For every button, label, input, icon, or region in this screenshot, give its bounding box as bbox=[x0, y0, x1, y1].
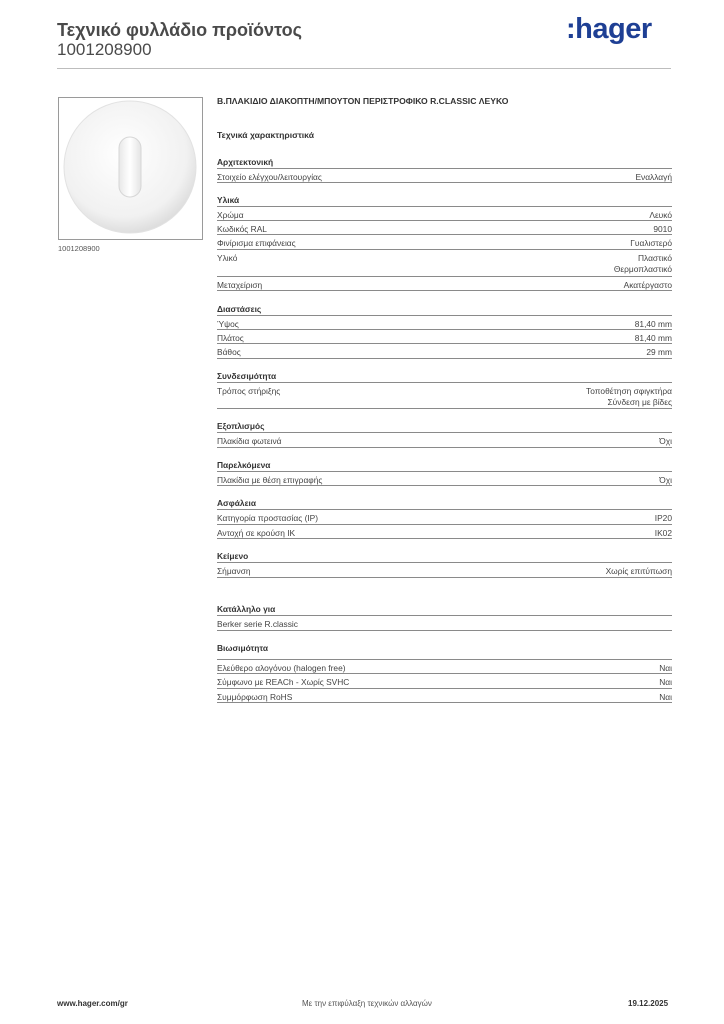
spec-value-line: Θερμοπλαστικό bbox=[613, 264, 672, 274]
spec-value: 9010 bbox=[653, 224, 672, 234]
footer-notice: Με την επιφύλαξη τεχνικών αλλαγών bbox=[302, 999, 432, 1008]
section-end-divider bbox=[217, 538, 672, 539]
section-title-equipment: Εξοπλισμός bbox=[217, 421, 265, 431]
spec-label: Κατηγορία προστασίας (IP) bbox=[217, 513, 319, 523]
section-title-architecture: Αρχιτεκτονική bbox=[217, 157, 274, 167]
product-name: Β.ΠΛΑΚΙΔΙΟ ΔΙΑΚΟΠΤΗ/ΜΠΟΥΤΟΝ ΠΕΡΙΣΤΡΟΦΙΚΟ R.CLASSIC ΛΕΥΚΟ bbox=[217, 96, 509, 106]
spec-label: Πλακίδια με θέση επιγραφής bbox=[217, 475, 323, 485]
spec-label: Μεταχείριση bbox=[217, 280, 263, 290]
spec-row bbox=[217, 220, 672, 235]
spec-row bbox=[217, 562, 672, 578]
section-title-accessories: Παρελκόμενα bbox=[217, 460, 271, 470]
product-image bbox=[58, 97, 203, 240]
spec-label: Σύμφωνο με REACh - Χωρίς SVHC bbox=[217, 677, 350, 687]
footer-date: 19.12.2025 bbox=[628, 999, 669, 1008]
spec-value-line: Σύνδεση με βίδες bbox=[607, 397, 672, 407]
spec-label: Φινίρισμα επιφάνειας bbox=[217, 238, 296, 248]
section-end-divider bbox=[217, 182, 672, 183]
spec-value-line: Τοποθέτηση σφιγκτήρα bbox=[586, 386, 672, 396]
spec-row bbox=[217, 343, 672, 359]
spec-label: Πλακίδια φωτεινά bbox=[217, 436, 282, 446]
hager-logo: :hager bbox=[566, 13, 652, 45]
spec-row bbox=[217, 432, 672, 448]
header-divider bbox=[57, 68, 671, 69]
section-end-divider bbox=[217, 702, 672, 703]
footer-website-link[interactable]: www.hager.com/gr bbox=[57, 999, 128, 1008]
spec-label: Αντοχή σε κρούση IK bbox=[217, 528, 296, 538]
spec-value: IK02 bbox=[654, 528, 672, 538]
spec-value: Ναι bbox=[659, 692, 672, 702]
section-title-connectivity: Συνδεσιμότητα bbox=[217, 371, 277, 381]
spec-row bbox=[217, 234, 672, 250]
spec-label: Σήμανση bbox=[217, 566, 251, 576]
image-caption: 1001208900 bbox=[58, 244, 100, 253]
spec-row bbox=[217, 168, 672, 183]
spec-row bbox=[217, 688, 672, 703]
spec-label: Κωδικός RAL bbox=[217, 224, 267, 234]
spec-label: Ελεύθερο αλογόνου (halogen free) bbox=[217, 663, 346, 673]
spec-label: Πλάτος bbox=[217, 333, 244, 343]
spec-value bbox=[614, 253, 672, 275]
section-end-divider bbox=[217, 358, 672, 359]
spec-value bbox=[586, 386, 672, 408]
section-end-divider bbox=[217, 485, 672, 486]
spec-row bbox=[217, 315, 672, 330]
spec-value: Ναι bbox=[659, 677, 672, 687]
spec-row bbox=[217, 276, 672, 291]
section-title-sustainability: Βιωσιμότητα bbox=[217, 643, 269, 653]
section-end-divider bbox=[217, 290, 672, 291]
spec-row bbox=[217, 382, 672, 409]
spec-row bbox=[217, 615, 672, 631]
spec-value: Ναι bbox=[659, 663, 672, 673]
section-end-divider bbox=[217, 408, 672, 409]
spec-label: Βάθος bbox=[217, 347, 241, 357]
spec-row bbox=[217, 206, 672, 221]
spec-row bbox=[217, 524, 672, 539]
spec-value: 29 mm bbox=[646, 347, 672, 357]
section-title-suitable-for: Κατάλληλο για bbox=[217, 604, 276, 614]
spec-label: Berker serie R.classic bbox=[217, 619, 298, 629]
spec-row bbox=[217, 659, 672, 674]
spec-label: Τρόπος στήριξης bbox=[217, 386, 281, 396]
product-code: 1001208900 bbox=[57, 40, 152, 59]
spec-row bbox=[217, 673, 672, 689]
spec-label: Ύψος bbox=[217, 319, 239, 329]
spec-row bbox=[217, 329, 672, 344]
section-end-divider bbox=[217, 577, 672, 578]
spec-value: Όχι bbox=[659, 436, 672, 446]
spec-label: Υλικό bbox=[217, 253, 238, 263]
spec-value: Όχι bbox=[659, 475, 672, 485]
spec-value: Λευκό bbox=[649, 210, 672, 220]
spec-value: IP20 bbox=[654, 513, 672, 523]
section-title-materials: Υλικά bbox=[217, 195, 240, 205]
section-title-safety: Ασφάλεια bbox=[217, 498, 257, 508]
spec-row bbox=[217, 249, 672, 277]
spec-label: Χρώμα bbox=[217, 210, 244, 220]
section-title-dimensions: Διαστάσεις bbox=[217, 304, 262, 314]
spec-value: 81,40 mm bbox=[634, 333, 672, 343]
section-end-divider bbox=[217, 447, 672, 448]
spec-value: Ακατέργαστο bbox=[623, 280, 672, 290]
technical-characteristics-heading: Τεχνικά χαρακτηριστικά bbox=[217, 130, 314, 140]
section-end-divider bbox=[217, 630, 672, 631]
spec-value-line: Πλαστικό bbox=[637, 253, 672, 263]
spec-value: Χωρίς επιτύπωση bbox=[605, 566, 672, 576]
spec-row bbox=[217, 509, 672, 525]
spec-value: Εναλλαγή bbox=[635, 172, 672, 182]
spec-value: Γυαλιστερό bbox=[630, 238, 672, 248]
spec-label: Στοιχείο ελέγχου/λειτουργίας bbox=[217, 172, 322, 182]
spec-value: 81,40 mm bbox=[634, 319, 672, 329]
spec-row bbox=[217, 471, 672, 486]
spec-label: Συμμόρφωση RoHS bbox=[217, 692, 293, 702]
section-title-text: Κείμενο bbox=[217, 551, 249, 561]
document-title: Τεχνικό φυλλάδιο προϊόντος bbox=[57, 20, 302, 40]
